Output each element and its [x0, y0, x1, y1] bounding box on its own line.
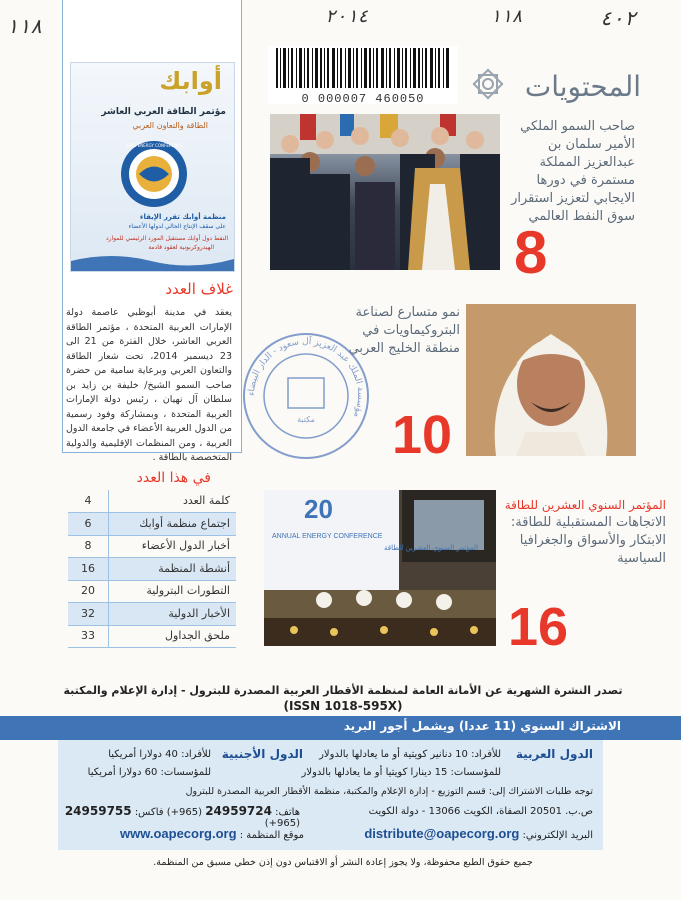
website-label: موقع المنظمة : [239, 830, 305, 841]
toc-divider [108, 490, 109, 512]
conf-banner-line2: المؤتمر السنوي العشرين للطاقة [384, 544, 479, 552]
email-label: البريد الإلكتروني: [522, 830, 593, 841]
library-stamp [240, 330, 372, 462]
stamp-inner-text: مكتبة [297, 415, 315, 424]
toc-divider [108, 625, 109, 647]
subscription-title: الاشتراك السنوي (11 عددا) ويشمل أجور البريد [343, 719, 621, 733]
portrait-photo [466, 304, 636, 456]
foreign-individuals-price: للأفراد: 40 دولارا أمريكيا [108, 749, 211, 760]
cover-caption-3: النفط دول أوابك مستقبل المورد الرئيسي للموارد [105, 235, 228, 242]
cover-caption-2: على سقف الإنتاج الحالي لدولها الأعضاء [128, 223, 226, 230]
arab-individuals-price: للأفراد: 10 دنانير كويتية أو ما يعادلها بالدولار [319, 749, 501, 760]
toc-item-page: 33 [81, 629, 95, 642]
toc-item-title: أنشطة المنظمة [158, 561, 230, 575]
feature-text-10: نمو متسارع لصناعة البتروكيماويات في منطقة الخليج العربي [348, 305, 460, 356]
fax-label: فاكس: [134, 807, 164, 818]
toc-item-page: 4 [84, 494, 92, 507]
handwritten-number: ١١٨ [490, 6, 523, 27]
toc-item-title: كلمة العدد [182, 494, 230, 507]
toc-item-title: التطورات البترولية [146, 584, 230, 597]
toc-row[interactable] [68, 580, 236, 603]
cover-section-heading: غلاف العدد [165, 280, 233, 298]
phone-country-code: (965+) [166, 807, 202, 818]
toc-item-title: ملحق الجداول [165, 629, 230, 642]
feature-text-16-a: الاتجاهات المستقبلية للطاقة: [510, 515, 666, 530]
toc-item-title: اجتماع منظمة أوابك [139, 516, 230, 530]
toc-row[interactable] [68, 490, 236, 513]
toc-item-title: الأخبار الدولية [168, 606, 230, 620]
toc-item-page: 16 [81, 561, 95, 575]
conference-seal-icon [119, 139, 189, 209]
phone-number[interactable]: 24959724 [205, 804, 272, 818]
handwritten-number-2: ٤٠٢ [600, 6, 637, 30]
toc-divider [108, 535, 109, 557]
conference-photo [264, 490, 496, 646]
cover-caption-4: الهيدروكربونية لعقود قادمة [148, 244, 214, 251]
page-title: المحتويات [524, 70, 641, 103]
feature-number-8: 8 [514, 219, 548, 286]
toc-row[interactable] [68, 513, 236, 536]
arab-countries-label: الدول العربية [515, 747, 593, 761]
stamp-text: مؤسسة الملك عبد العزيز آل سعود - الدار البيضاء [246, 336, 366, 419]
toc-item-page: 8 [84, 539, 92, 552]
wave-decoration [71, 251, 234, 271]
feature-number-16: 16 [508, 597, 569, 657]
cover-thumbnail [70, 62, 235, 272]
feature-title-16: المؤتمر السنوي العشرين للطاقة [504, 498, 666, 512]
postal-address: ص.ب. 20501 الصفاة، الكويت 13066 - دولة الكويت [368, 806, 593, 817]
seal-text: ARAB ENERGY CONFERENCE [125, 143, 183, 148]
toc-divider [108, 558, 109, 580]
toc-heading: في هذا العدد [136, 470, 211, 486]
conf-banner-line1: ANNUAL ENERGY CONFERENCE [272, 533, 383, 540]
feature-text-16-b: الابتكار والأسواق والجغرافيا السياسية [519, 533, 666, 566]
toc-item-title: أخبار الدول الأعضاء [141, 539, 230, 552]
feature-text-8: صاحب السمو الملكي الأمير سلمان بن عبدالعزيز المملكة مستمرة في دورها الايجابي لتعزيز استقرار سوق النفط العالمي [511, 119, 635, 224]
toc-row[interactable] [68, 625, 236, 648]
subscription-requests: توجه طلبات الاشتراك إلى: قسم التوزيع - إدارة الإعلام والمكتبة، منظمة الأقطار العربية المصدرة للبترول [185, 786, 593, 797]
cover-conference-subtitle: الطاقة والتعاون العربي [132, 121, 208, 130]
foreign-institutions-price: للمؤسسات: 60 دولارا أمريكيا [87, 767, 211, 778]
fax-country-code: (965+) [264, 818, 300, 829]
barcode [268, 46, 458, 104]
toc-divider [108, 603, 109, 625]
cover-conference-title: مؤتمر الطاقة العربي العاشر [101, 107, 226, 117]
contact-row [60, 804, 300, 829]
cover-logo: أوابك [159, 67, 222, 95]
toc-row[interactable] [68, 535, 236, 558]
handwritten-page-mark: ١١٨ [6, 14, 43, 38]
leaders-group-photo [270, 114, 500, 270]
toc-row[interactable] [68, 603, 236, 626]
feature-number-10: 10 [392, 405, 453, 465]
arab-institutions-price: للمؤسسات: 15 دينارا كويتيا أو ما يعادلها بالدولار [301, 767, 501, 778]
barcode-bars [268, 46, 458, 90]
toc-row[interactable] [68, 558, 236, 581]
publisher-line: تصدر النشرة الشهرية عن الأمانة العامة لمنظمة الأقطار العربية المصدرة للبترول - إدارة الإعلام والمكتبة [63, 684, 623, 697]
issn: (ISSN 1018-595X) [283, 699, 403, 713]
cover-section-body: يعقد في مدينة أبوظبي عاصمة دولة الإمارات العربية المتحدة ، مؤتمر الطاقة العربي العاشر، خلال الفترة من 21 الى 23 ديسمبر 2014، تحت شعار الطاقة والتعاون العربي وبرعاية سامية من حضرة صاحب السمو الشيخ/ خليفة بن زايد بن سلطان آل نهيان ، رئيس دولة الإمارات العربية المتحدة ، وبمشاركة وفود رسمية من الدول العربية الأعضاء في جامعة الدول العربية ، ومن المنظمات الإقليمية والدولية المتخصصة بالطاقة . [66, 307, 232, 463]
toc-item-page: 32 [81, 606, 95, 620]
website-link[interactable]: www.oapecorg.org [120, 826, 237, 841]
toc-divider [108, 580, 109, 602]
email-row [364, 826, 593, 841]
barcode-number: 0 000007 460050 [301, 92, 425, 106]
handwritten-year: ٢٠١٤ [325, 6, 369, 27]
copyright-notice: جميع حقوق الطبع محفوظة، ولا يجوز إعادة النشر أو الاقتباس دون إذن خطي مسبق من المنظمة. [153, 857, 533, 868]
phone-label: هاتف: [275, 807, 300, 818]
oapec-emblem-icon [470, 66, 506, 102]
email-link[interactable]: distribute@oapecorg.org [364, 826, 520, 841]
toc-item-page: 6 [84, 516, 92, 530]
foreign-countries-label: الدول الأجنبية [221, 747, 303, 761]
fax-number[interactable]: 24959755 [64, 804, 132, 818]
conf-banner-number: 20 [304, 494, 333, 524]
cover-caption-1: منظمة أوابك تقرر الإبقاء [139, 213, 226, 221]
toc-item-page: 20 [81, 584, 95, 597]
toc-divider [108, 513, 109, 535]
website-row [120, 826, 304, 841]
